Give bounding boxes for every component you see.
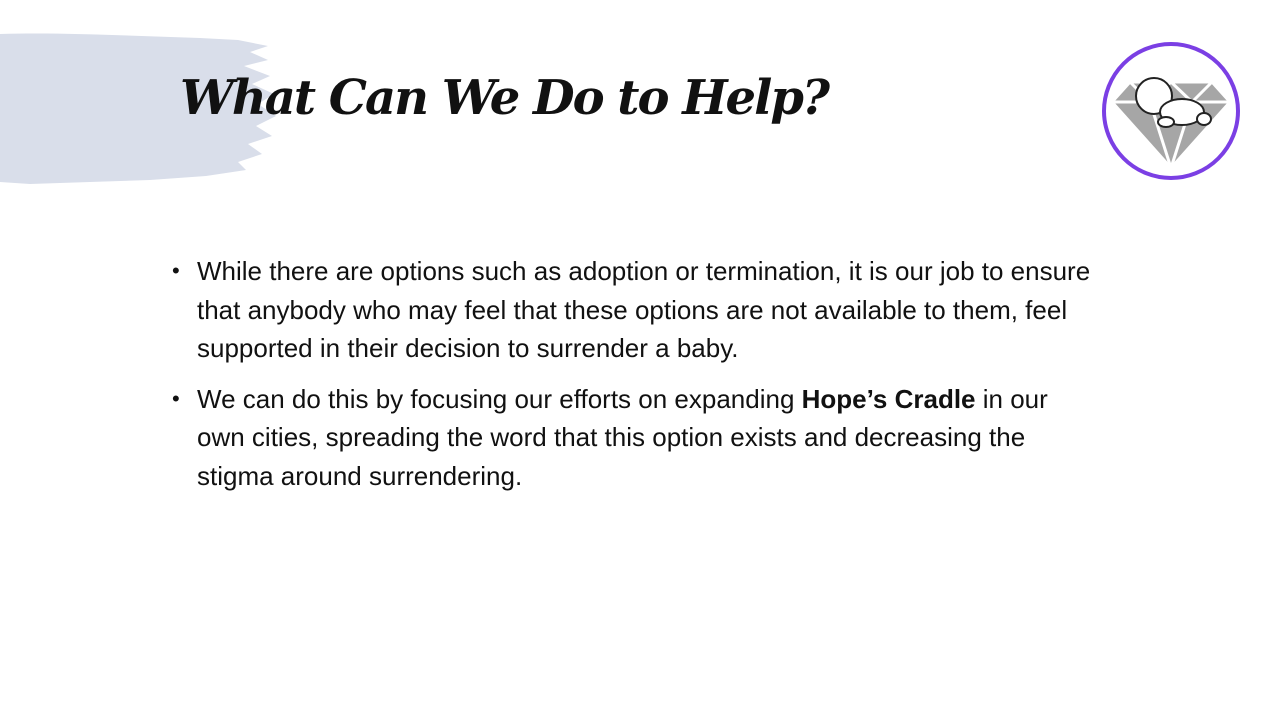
bullet-point: • bbox=[172, 385, 180, 411]
bullet-text-before: We can do this by focusing our efforts on expanding bbox=[197, 383, 802, 414]
bullet-text: While there are options such as adoption or termination, it is our job to ensure that anybody who may feel that these options are not available to them, feel supported in their decision to surrender a baby. bbox=[197, 256, 1091, 363]
bullet-item-efforts bbox=[172, 380, 1102, 496]
slide-title: What Can We Do to Help? bbox=[180, 70, 829, 126]
bullet-item-options bbox=[172, 252, 1102, 368]
bullet-text-after: in our own cities, spreading the word that this option exists and decreasing the stigma around surrendering. bbox=[197, 383, 1048, 491]
hopes-cradle-emphasis: Hope’s Cradle bbox=[801, 383, 976, 414]
bullet-point: • bbox=[172, 258, 180, 283]
diamond-baby-logo-icon bbox=[1100, 40, 1242, 182]
bullet-list bbox=[172, 252, 1102, 507]
